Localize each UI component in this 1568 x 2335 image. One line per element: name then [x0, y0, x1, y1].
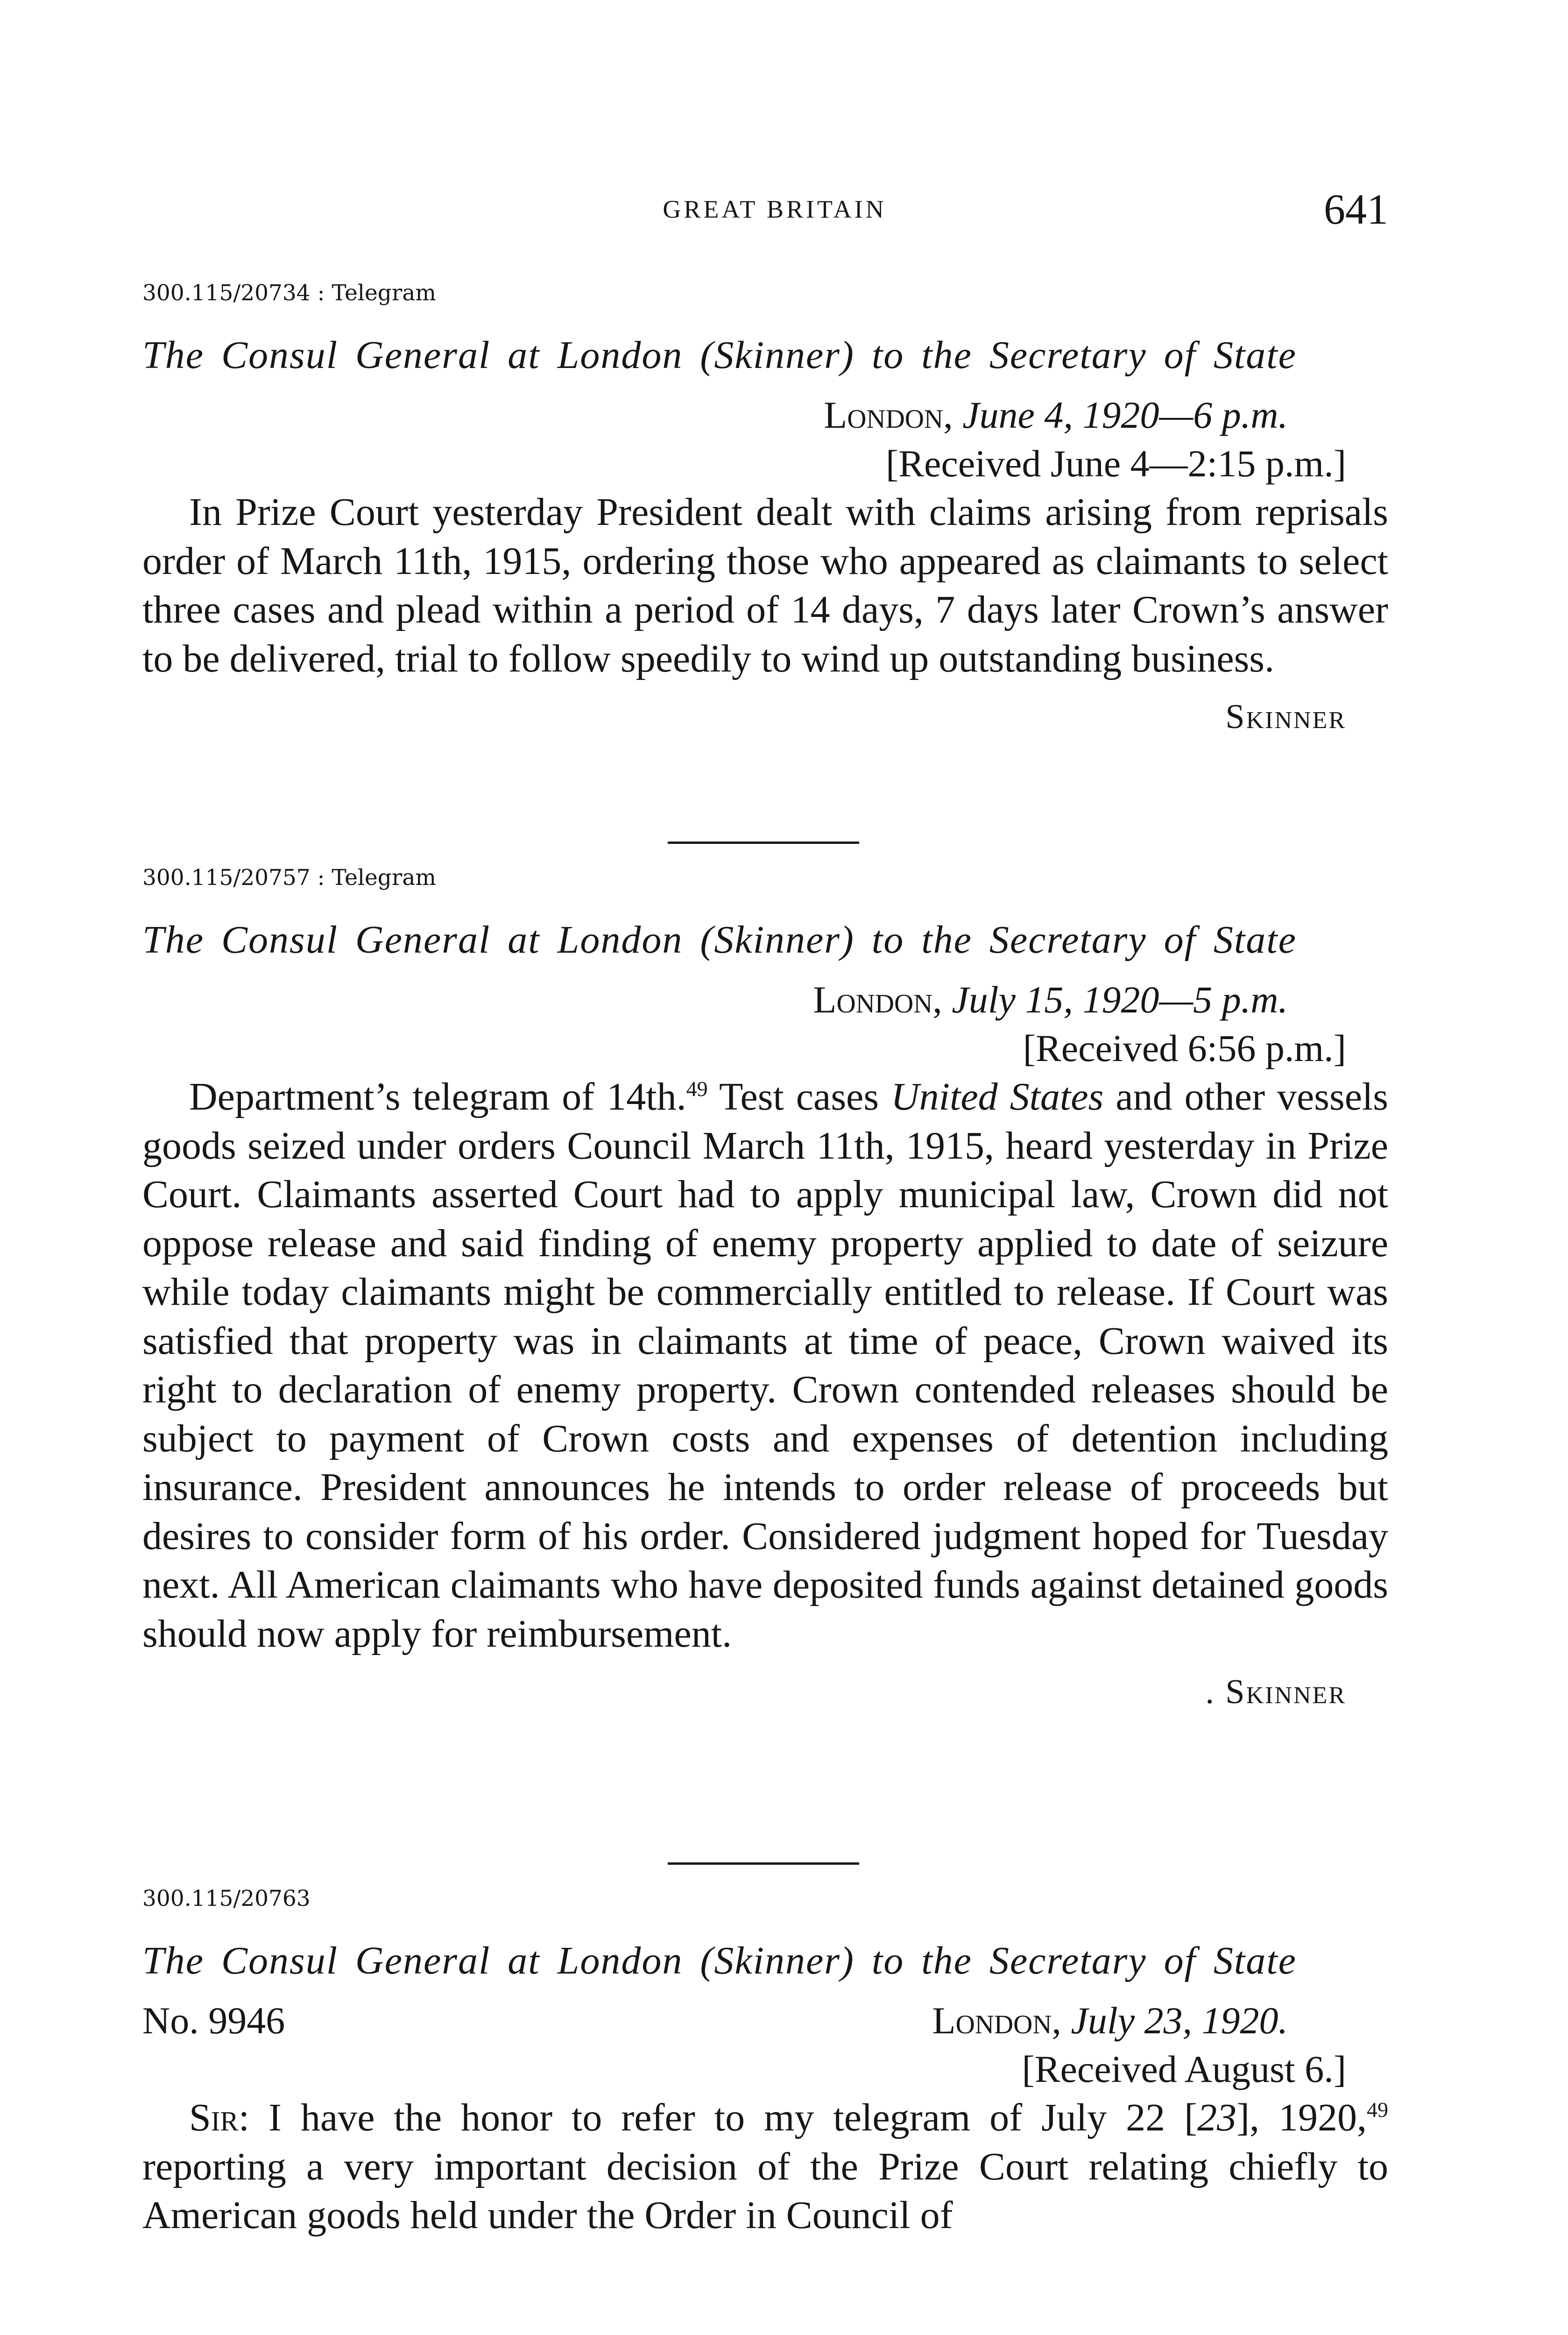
document-heading: The Consul General at London (Skinner) to the Secretary of State [142, 1939, 1297, 1982]
body-text: Test cases [707, 1075, 891, 1118]
telegram-20734 [142, 280, 1388, 737]
telegram-20757 [142, 865, 1388, 1712]
section-divider [668, 842, 859, 844]
dateline [142, 391, 1388, 439]
signature: Skinner [1225, 698, 1346, 736]
page-number: 641 [1324, 185, 1388, 233]
document-number: No. 9946 [142, 1999, 285, 2042]
file-reference: 300.115/20763 [142, 1886, 311, 1911]
document-heading: The Consul General at London (Skinner) to the Secretary of State [142, 918, 1297, 962]
despatch-20763 [142, 1886, 1388, 2240]
section-divider [668, 1862, 859, 1865]
footnote-reference: 49 [1366, 2098, 1388, 2122]
number-dateline-row [142, 1996, 1388, 2045]
salutation: Sir: [189, 2096, 250, 2139]
vessel-name: United States [890, 1075, 1104, 1118]
footnote-reference: 49 [686, 1077, 708, 1101]
received-line: [Received August 6.] [1022, 2048, 1346, 2090]
file-reference: 300.115/20734 : Telegram [142, 280, 436, 306]
body-text: ], 1920, [1236, 2096, 1367, 2139]
dateline-place: London, [824, 394, 953, 436]
corrected-date: 23 [1197, 2096, 1237, 2139]
despatch-body [142, 2094, 1388, 2240]
received-line: [Received June 4—2:15 p.m.] [885, 442, 1346, 485]
signature: . Skinner [1205, 1673, 1346, 1711]
dateline [142, 976, 1388, 1024]
dateline-date: June 4, 1920—6 p.m. [962, 394, 1288, 436]
body-text: I have the honor to refer to my telegram of July 22 [ [249, 2096, 1198, 2139]
running-head [142, 184, 1388, 236]
dateline-date: July 23, 1920. [1071, 1999, 1288, 2042]
telegram-body [142, 1073, 1388, 1658]
telegram-body: In Prize Court yesterday President dealt with claims arising from reprisals order of March 11th, 1915, ordering those who appeared as claimants to select three cases and plead within a period of 14 days, 7 days later Crown’s answer to be delivered, trial to follow speedily to wind up outstanding business. [142, 490, 1388, 680]
document-heading: The Consul General at London (Skinner) to the Secretary of State [142, 333, 1297, 377]
file-reference: 300.115/20757 : Telegram [142, 865, 436, 891]
body-text: Department’s telegram of 14th. [189, 1075, 686, 1118]
running-title: GREAT BRITAIN [663, 195, 887, 223]
dateline [932, 1996, 1389, 2045]
received-line: [Received 6:56 p.m.] [1023, 1027, 1346, 1069]
dateline-place: London, [932, 1999, 1061, 2042]
dateline-date: July 15, 1920—5 p.m. [952, 978, 1288, 1021]
body-text: reporting a very important decision of the Prize Court relating chiefly to American goods held under the Order in Council of [142, 2144, 1388, 2237]
dateline-place: London, [813, 978, 942, 1021]
body-text: and other vessels goods seized under orders Council March 11th, 1915, heard yesterday in Prize Court. Claimants asserted Court had to apply municipal law, Crown did not oppose release and said finding of enemy property applied to date of seizure while today claimants might be commercially entitled to release. If Court was satisfied that property was in claimants at time of peace, Crown waived its right to declaration of enemy property. Crown contended releases should be subject to payment of Crown costs and expenses of detention including insurance. President announces he intends to order release of proceeds but desires to consider form of his order. Considered judgment hoped for Tuesday next. All American claimants who have deposited funds against detained goods should now apply for reimbursement. [142, 1075, 1388, 1656]
